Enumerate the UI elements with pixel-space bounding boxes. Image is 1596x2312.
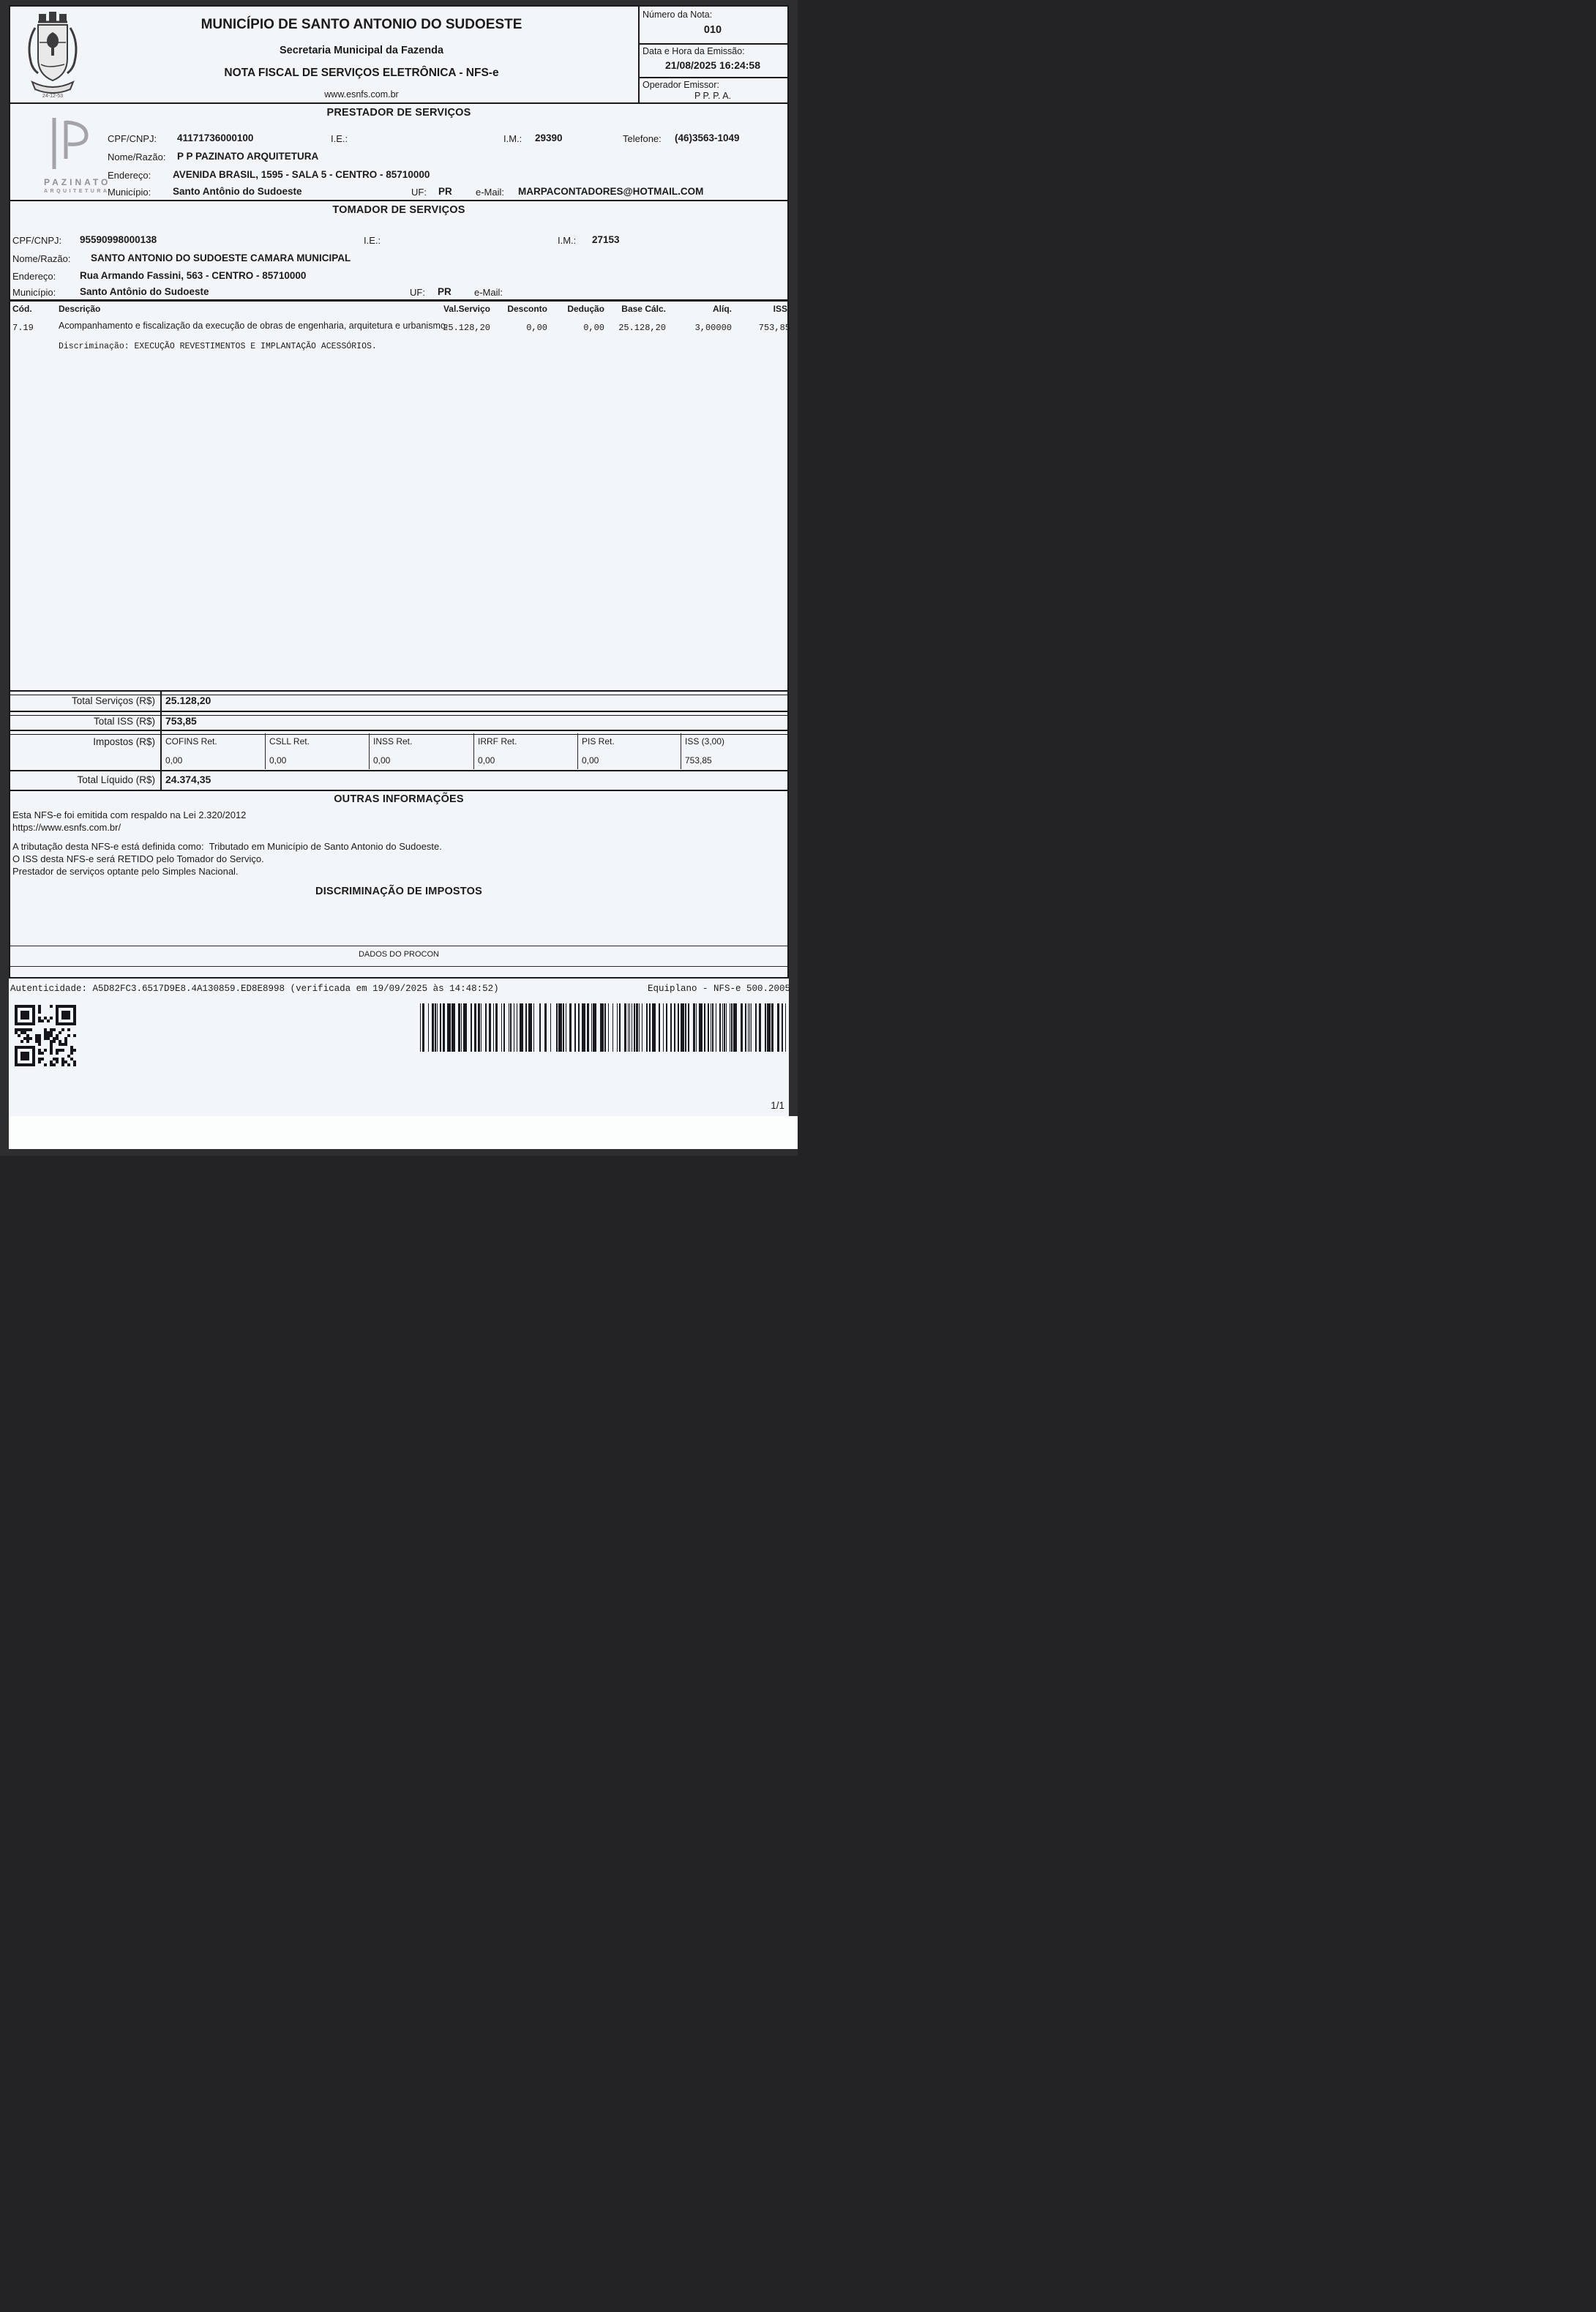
total-servicos-value: 25.128,20 [165, 695, 211, 706]
tomador-nome-value: SANTO ANTONIO DO SUDOESTE CAMARA MUNICIPAL [91, 252, 351, 263]
impostos-pis-label: PIS Ret. [582, 736, 615, 747]
autenticidade-line: Autenticidade: A5D82FC3.6517D9E8.4A130859.ED8E8998 (verificada em 19/09/2025 às 14:48:52) [10, 984, 499, 994]
total-liquido-label: Total Líquido (R$) [77, 774, 155, 785]
prestador-nome-label: Nome/Razão: [108, 151, 166, 162]
municipality-title: MUNICÍPIO DE SANTO ANTONIO DO SUDOESTE [201, 17, 522, 32]
prestador-cpf-value: 41171736000100 [177, 132, 254, 143]
col-header-aliq: Alíq. [713, 304, 732, 314]
website-url: www.esnfs.com.br [324, 89, 399, 100]
prestador-email-value: MARPACONTADORES@HOTMAIL.COM [518, 186, 704, 197]
impostos-csll-label: CSLL Ret. [269, 736, 310, 747]
col-header-descricao: Descrição [59, 304, 101, 314]
prestador-endereco-label: Endereço: [108, 170, 151, 181]
prestador-bottom-line [10, 200, 787, 201]
total-iss-value: 753,85 [165, 715, 197, 727]
qr-code [15, 1005, 76, 1066]
page-number: 1/1 [771, 1100, 784, 1111]
tomador-uf-value: PR [438, 286, 452, 297]
emission-datetime: 21/08/2025 16:24:58 [665, 59, 760, 71]
impostos-iss-value: 753,85 [685, 755, 712, 766]
impostos-inss-value: 0,00 [373, 755, 391, 766]
tomador-im-value: 27153 [592, 234, 620, 245]
tomador-endereco-value: Rua Armando Fassini, 563 - CENTRO - 85710000 [80, 270, 307, 281]
service-cod: 7.19 [12, 323, 34, 333]
tomador-municipio-label: Município: [12, 287, 56, 298]
prestador-section-title: PRESTADOR DE SERVIÇOS [326, 107, 471, 119]
service-val-servico: 25.128,20 [443, 323, 490, 333]
operator-label: Operador Emissor: [642, 80, 719, 90]
prestador-logo [44, 116, 110, 194]
tomador-im-label: I.M.: [558, 235, 577, 246]
outras-informacoes-title: OUTRAS INFORMAÇÕES [334, 793, 464, 805]
outras-line-5: Prestador de serviços optante pelo Simples Nacional. [12, 866, 239, 877]
emission-row-divider [638, 77, 787, 78]
header-right-col-divider [638, 7, 640, 102]
procon-bottom-line [10, 966, 787, 967]
impostos-label: Impostos (R$) [93, 736, 155, 747]
service-aliq: 3,00000 [694, 323, 732, 333]
totals-label-divider [160, 690, 162, 790]
prestador-nome-value: P P PAZINATO ARQUITETURA [177, 151, 319, 162]
prestador-email-label: e-Mail: [476, 187, 505, 198]
svg-text:24-12-53: 24-12-53 [42, 94, 64, 99]
header-bottom-line [10, 102, 787, 104]
col-header-cod: Cód. [12, 304, 32, 314]
document-title: NOTA FISCAL DE SERVIÇOS ELETRÔNICA - NFS-e [224, 67, 499, 79]
tomador-cpf-value: 95590998000138 [80, 234, 157, 245]
col-header-base-calc: Base Cálc. [621, 304, 666, 314]
prestador-telefone-label: Telefone: [623, 133, 662, 144]
tomador-uf-label: UF: [410, 287, 425, 298]
service-descricao: Acompanhamento e fiscalização da execução de obras de engenharia, arquitetura e urbanismo. [59, 321, 449, 331]
prestador-logo-subword: ARQUITETURA [44, 189, 110, 194]
impostos-cofins-label: COFINS Ret. [165, 736, 217, 747]
nota-number-value: 010 [703, 24, 722, 36]
scanned-invoice [0, 0, 798, 1156]
prestador-logo-word: PAZINATO [44, 177, 111, 187]
department-subtitle: Secretaria Municipal da Fazenda [279, 45, 444, 56]
totals-top-line [10, 690, 787, 695]
impostos-pis-value: 0,00 [582, 755, 599, 766]
impostos-csll-value: 0,00 [269, 755, 287, 766]
barcode [420, 1003, 786, 1052]
tomador-endereco-label: Endereço: [12, 271, 56, 282]
system-version-line: Equiplano - NFS-e 500.2005 [647, 984, 790, 994]
nota-row-divider [638, 43, 787, 45]
nota-number-label: Número da Nota: [642, 10, 713, 20]
service-base-calc: 25.128,20 [618, 323, 666, 333]
impostos-irrf-label: IRRF Ret. [478, 736, 517, 747]
prestador-endereco-value: AVENIDA BRASIL, 1595 - SALA 5 - CENTRO - 85710000 [173, 169, 430, 180]
impostos-irrf-value: 0,00 [478, 755, 495, 766]
tomador-bottom-line [10, 299, 787, 302]
prestador-im-value: 29390 [535, 132, 563, 143]
tomador-nome-label: Nome/Razão: [12, 253, 71, 264]
prestador-ie-label: I.E.: [331, 133, 348, 144]
tomador-email-label: e-Mail: [474, 287, 503, 298]
invoice-frame [9, 5, 789, 979]
impostos-inss-label: INSS Ret. [373, 736, 413, 747]
outras-line-1: Esta NFS-e foi emitida com respaldo na Lei 2.320/2012 [12, 809, 247, 820]
outras-line-4: O ISS desta NFS-e será RETIDO pelo Tomador do Serviço. [12, 853, 264, 864]
outras-top-line [10, 790, 787, 791]
tomador-ie-label: I.E.: [364, 235, 381, 246]
total-liquido-value: 24.374,35 [165, 774, 211, 785]
prestador-im-label: I.M.: [503, 133, 522, 144]
outras-line-2: https://www.esnfs.com.br/ [12, 822, 121, 833]
service-discriminacao: Discriminação: EXECUÇÃO REVESTIMENTOS E IMPLANTAÇÃO ACESSÓRIOS. [59, 342, 377, 351]
scanner-white-band [9, 1116, 798, 1149]
outras-line-3: A tributação desta NFS-e está definida como: Tributado em Município de Santo Antonio do Sudoeste. [12, 841, 442, 852]
tomador-municipio-value: Santo Antônio do Sudoeste [80, 286, 209, 297]
impostos-divider-4 [577, 733, 578, 769]
prestador-uf-label: UF: [411, 187, 427, 198]
tomador-cpf-label: CPF/CNPJ: [12, 235, 62, 246]
total-servicos-label: Total Serviços (R$) [71, 695, 155, 706]
prestador-telefone-value: (46)3563-1049 [675, 132, 740, 143]
service-desconto: 0,00 [526, 323, 547, 333]
col-header-desconto: Desconto [507, 304, 547, 314]
municipal-coat-of-arms [18, 10, 88, 105]
totals-sep-1 [10, 711, 787, 716]
impostos-divider-1 [265, 733, 266, 769]
prestador-municipio-label: Município: [108, 187, 151, 198]
prestador-cpf-label: CPF/CNPJ: [108, 133, 157, 144]
service-deducao: 0,00 [583, 323, 604, 333]
impostos-divider-3 [473, 733, 474, 769]
col-header-deducao: Dedução [567, 304, 604, 314]
impostos-divider-2 [369, 733, 370, 769]
invoice-paper [9, 5, 789, 1116]
procon-title: DADOS DO PROCON [358, 950, 439, 959]
emission-label: Data e Hora da Emissão: [642, 46, 745, 56]
total-iss-label: Total ISS (R$) [93, 716, 155, 727]
totals-sep-2 [10, 730, 787, 735]
operator-value: P P. P. A. [694, 91, 732, 101]
tomador-section-title: TOMADOR DE SERVIÇOS [332, 204, 465, 216]
discriminacao-impostos-title: DISCRIMINAÇÃO DE IMPOSTOS [315, 886, 482, 897]
service-iss: 753,85 [758, 323, 790, 333]
col-header-val-servico: Val.Serviço [443, 304, 490, 314]
totals-sep-3 [10, 770, 787, 771]
col-header-iss: ISS [773, 304, 787, 314]
impostos-cofins-value: 0,00 [165, 755, 183, 766]
impostos-iss-label: ISS (3,00) [685, 736, 725, 747]
prestador-municipio-value: Santo Antônio do Sudoeste [173, 186, 302, 197]
prestador-uf-value: PR [438, 186, 452, 197]
